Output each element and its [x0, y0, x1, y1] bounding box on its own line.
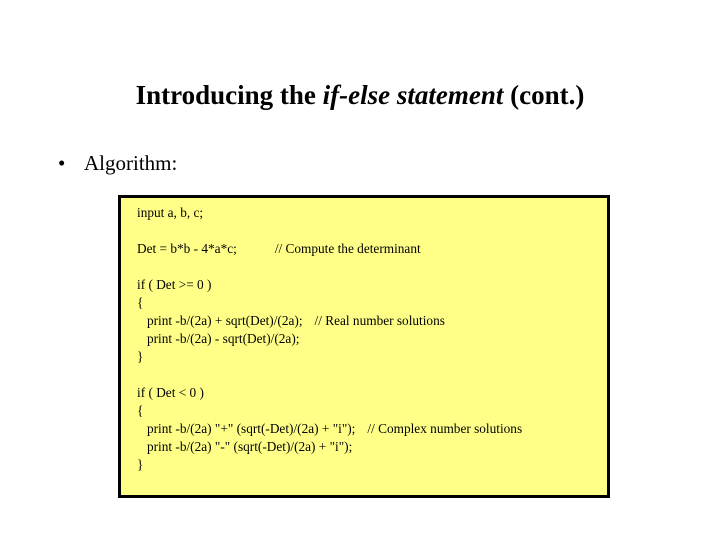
code-box — [118, 195, 610, 498]
title-italic: if-else statement — [322, 80, 504, 110]
code-text: { — [137, 295, 144, 310]
code-line — [137, 438, 607, 456]
code-line — [137, 240, 607, 258]
code-line — [137, 312, 607, 330]
code-line — [137, 294, 607, 312]
code-text: } — [137, 349, 144, 364]
bullet-item — [58, 150, 177, 176]
code-line — [137, 330, 607, 348]
code-comment: // Real number solutions — [314, 313, 445, 328]
title-suffix: (cont.) — [503, 80, 585, 110]
code-text: print -b/(2a) + sqrt(Det)/(2a); — [137, 313, 303, 328]
code-line — [137, 276, 607, 294]
bullet-icon: • — [58, 151, 66, 175]
code-line — [137, 456, 607, 474]
code-line — [137, 348, 607, 366]
code-text: print -b/(2a) - sqrt(Det)/(2a); — [137, 331, 300, 346]
code-line — [137, 420, 607, 438]
code-comment: // Complex number solutions — [367, 421, 523, 436]
code-comment: // Compute the determinant — [274, 241, 421, 256]
code-text: Det = b*b - 4*a*c; — [137, 241, 237, 256]
code-text: print -b/(2a) "-" (sqrt(-Det)/(2a) + "i"); — [137, 439, 353, 454]
code-line — [137, 402, 607, 420]
code-text: print -b/(2a) "+" (sqrt(-Det)/(2a) + "i"); — [137, 421, 356, 436]
code-line — [137, 384, 607, 402]
code-text: input a, b, c; — [137, 205, 204, 220]
code-text: { — [137, 403, 144, 418]
code-text: if ( Det >= 0 ) — [137, 277, 212, 292]
title-prefix: Introducing the — [135, 80, 323, 110]
bullet-text: Algorithm: — [84, 151, 178, 175]
code-text: } — [137, 457, 144, 472]
slide-title — [0, 78, 720, 112]
code-text: if ( Det < 0 ) — [137, 385, 204, 400]
code-line — [137, 204, 607, 222]
